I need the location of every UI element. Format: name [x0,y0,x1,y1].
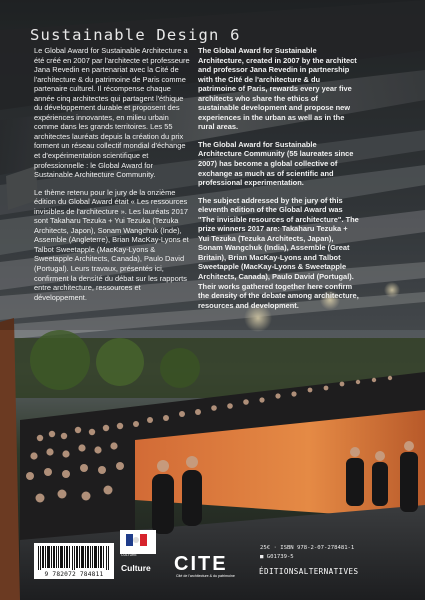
french-paragraph-1: Le Global Award for Sustainable Architecture a été créé en 2007 par l'architecte et professeure Jana Revedin en partenariat avec la Cité de l'architecture & du patrimoine de Paris comme partenaire culturel. Il récompense chaque année cinq architectes qui partagent l'éthique du développement durable et proposent des expériences innovantes, en milieu urbain comme dans les grands territoires. Les 55 architectes lauréats depuis la création du prix forment un réseau collectif mondial d'échange et d'expérimentation scientifique et professionnelle : le Global Award for Sustainable Architecture Community. [34,46,190,180]
french-text-column [34,46,192,310]
english-paragraph-3: The subject addressed by the jury of this eleventh edition of the Global Award was "The invisible resources of architecture". The prize winners 2017 are: Takaharu Tezuka + Yui Tezuka (Tezuka Architects, Japan), Sonam Wangchuk (India), Assemble (Great Britain), Brian MacKay-Lyons and Talbot Sweetapple (MacKay-Lyons & Sweetapple Architects, Canada), Paulo David (Portugal). Their works gathered together here confirm the density of the debate among architecture, resources and development. [198,195,359,310]
cite-logo-caption: Cité de l'architecture & du patrimoine [176,574,235,578]
isbn-barcode [34,543,114,579]
culture-logo: Culture [121,563,151,573]
english-paragraph-2: The Global Award for Sustainable Architecture Community (55 laureates since 2007) has become a global collective of exchange as much as of scientific and professional experimentation. [198,139,354,188]
price-isbn: 25€ · ISBN 978-2-07-278481-1 [260,545,355,551]
french-paragraph-2: Le thème retenu pour le jury de la onzième édition du Global Award était « Les ressources invisibles de l'architecture ». Les lauréats 2017 sont Takaharu Tezuka + Yui Tezuka (Tezuka Architects, Japon), Sonam Wangchuk (Inde), Assemble (Angleterre), Brian MacKay-Lyons et Talbot Sweetapple (MacKay-Lyons & Sweetapple Architects, Canada), Paulo David (Portugal). Leurs travaux, présentés ici, confirment la densité du débat sur les rapports entre architecture, ressources et développement. [34,187,189,302]
barcode-bars [38,546,110,570]
english-text-column [198,46,360,318]
cover-title: Sustainable Design 6 [30,26,241,44]
english-paragraph-1: The Global Award for Sustainable Architecture, created in 2007 by the architect and professor Jana Revedin in partnership with the Cité de l'architecture & du patrimoine of Paris, rewards every year five architects who share the ethics of sustainable development and propose new experiences in the urban as well as in the rural areas. [198,46,357,132]
barcode-number: 9 782072 784811 [44,571,104,578]
product-code: ■ G01739-5 [260,554,294,560]
publisher-name: ÉDITIONSALTERNATIVES [259,567,359,576]
ministry-caption: MINISTÈRE DE LA CULTURE [121,549,151,557]
cite-logo: CITE [174,553,228,575]
